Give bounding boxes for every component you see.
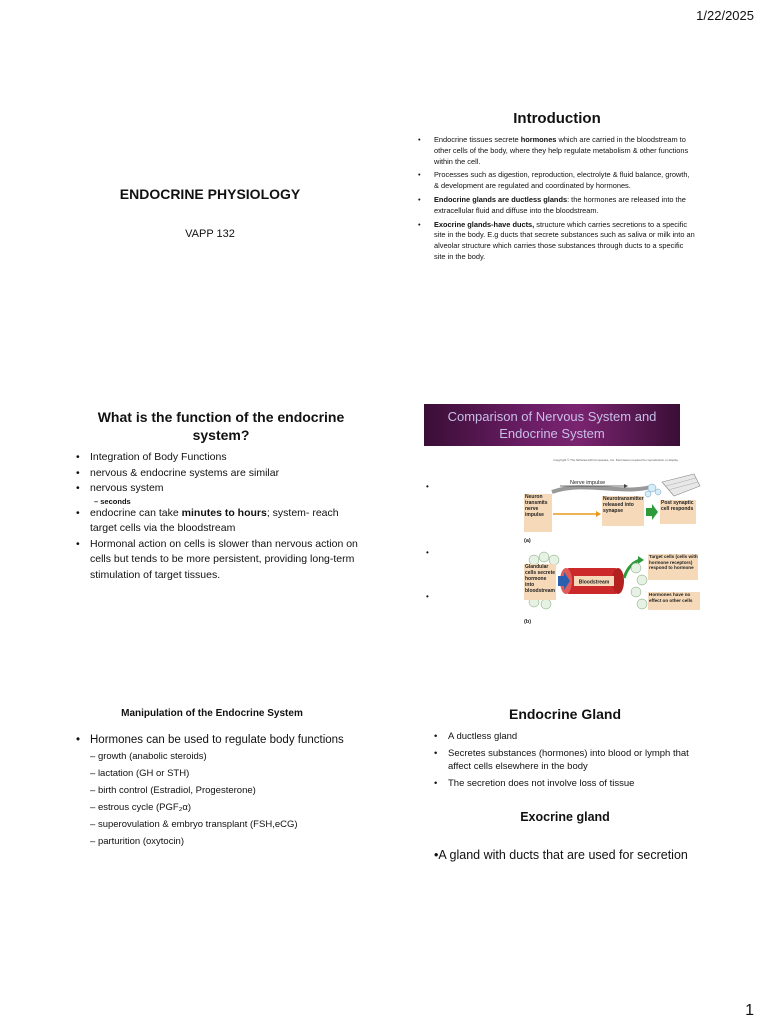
slide-3-bullets bbox=[76, 450, 366, 497]
list-item: – estrous cycle (PGF₂α) bbox=[90, 802, 192, 813]
synapse-vesicle bbox=[648, 484, 656, 492]
glandular-box-label: Glandular cells secrete hormone into bloodstream bbox=[525, 564, 556, 594]
list-item: • The secretion does not involve loss of tissue bbox=[434, 777, 696, 790]
bullet-dot: • bbox=[426, 482, 429, 491]
postsynaptic-box-label: Post synaptic cell responds bbox=[661, 500, 694, 512]
target-cell bbox=[631, 563, 641, 573]
slide-1-title bbox=[60, 180, 360, 240]
list-item: • endocrine can take minutes to hours; system- reach target cells via the bloodstream bbox=[76, 506, 366, 537]
list-item: – seconds bbox=[94, 496, 131, 506]
arrow-head bbox=[596, 511, 601, 517]
neuron-box-label: Neuron transmits nerve impulse bbox=[525, 494, 548, 518]
target-cell bbox=[637, 599, 647, 609]
arrow-head bbox=[624, 484, 628, 488]
neurotransmitter-box-label: Neurotransmitter released into synapse bbox=[603, 496, 644, 514]
slide-3-function bbox=[76, 408, 366, 583]
bullet-dot: • bbox=[426, 592, 429, 601]
bullet-dot: • bbox=[426, 548, 429, 557]
axon-shape bbox=[552, 486, 654, 492]
figure-copyright: Copyright © The McGraw-Hill Companies, Inc. Permission required for reproduction or display. bbox=[553, 458, 679, 462]
list-item: • Secretes substances (hormones) into blood or lymph that affect cells elsewhere in the body bbox=[434, 747, 696, 773]
list-item: – superovulation & embryo transplant (FSH,eCG) bbox=[90, 819, 298, 830]
nervous-vs-endocrine-diagram bbox=[524, 456, 706, 628]
target-cell bbox=[631, 587, 641, 597]
list-item: – growth (anabolic steroids) bbox=[90, 751, 207, 762]
slide-2-heading: Introduction bbox=[513, 110, 601, 127]
no-effect-box-label: Hormones have no effect on other cells bbox=[649, 592, 693, 603]
list-item: • nervous system bbox=[76, 481, 366, 497]
bloodstream-label: Bloodstream bbox=[578, 579, 610, 586]
target-cells-box-label: Target cells (cells with hormone receptors) respond to hormone bbox=[649, 554, 698, 571]
list-item: • Hormonal action on cells is slower than nervous action on cells but tends to be more persistent, providing long-term stimulation of target tissues. bbox=[76, 537, 366, 584]
green-arrow bbox=[646, 504, 658, 520]
slide-2-bullets bbox=[418, 135, 696, 263]
slide-4-heading: Comparison of Nervous System and Endocrine System bbox=[424, 404, 680, 446]
synapse-vesicle bbox=[655, 489, 661, 495]
slide-5-manipulation bbox=[76, 708, 348, 850]
slide-3-heading: What is the function of the endocrine system? bbox=[97, 409, 345, 443]
list-item: • Exocrine glands-have ducts, structure which carries secretions to a specific site in the body. E.g ducts that secrete substances such as saliva or milk into an alveolar structure which carries those substances through ducts to a specific site in the body. bbox=[418, 220, 696, 263]
slide-6-exocrine-text: •A gland with ducts that are used for secretion bbox=[434, 848, 688, 862]
list-item: – lactation (GH or STH) bbox=[90, 768, 190, 779]
list-item: • A ductless gland bbox=[434, 730, 696, 743]
slide-2-introduction bbox=[418, 110, 696, 266]
arrow-head bbox=[638, 556, 644, 564]
page-date: 1/22/2025 bbox=[696, 8, 754, 23]
synapse-vesicle bbox=[645, 491, 651, 497]
slide-4-comparison bbox=[424, 404, 706, 624]
gland-cell bbox=[539, 552, 549, 562]
page-number: 1 bbox=[745, 1002, 754, 1019]
list-item: • Integration of Body Functions bbox=[76, 450, 366, 466]
list-item: – birth control (Estradiol, Progesterone) bbox=[90, 785, 256, 796]
list-item: • nervous & endocrine systems are similar bbox=[76, 466, 366, 482]
list-item: • Processes such as digestion, reproduction, electrolyte & fluid balance, growth, & development are regulated and coordinated by hormones. bbox=[418, 170, 696, 192]
target-cell bbox=[637, 575, 647, 585]
gland-cell bbox=[541, 599, 551, 609]
nerve-impulse-label: Nerve impulse bbox=[570, 480, 606, 486]
slide-3-sub-bullets bbox=[76, 497, 366, 506]
slide-6-heading: Endocrine Gland bbox=[508, 706, 621, 722]
slide-1-course-code: VAPP 132 bbox=[185, 228, 235, 240]
figure-a-label: (a) bbox=[524, 538, 531, 544]
muscle-cell-shape bbox=[662, 474, 700, 496]
slide-3-bullets-cont bbox=[76, 506, 366, 584]
slide-6-bullets bbox=[434, 730, 696, 790]
list-item: – parturition (oxytocin) bbox=[90, 836, 184, 847]
figure-b-label: (b) bbox=[524, 619, 532, 625]
slide-1-heading: ENDOCRINE PHYSIOLOGY bbox=[119, 186, 301, 202]
slide-5-sub-bullets bbox=[76, 748, 348, 850]
list-item: • Endocrine tissues secrete hormones which are carried in the bloodstream to other cells of the body, where they help regulate metabolism & other functions within the cell. bbox=[418, 135, 696, 167]
slide-5-heading: Manipulation of the Endocrine System bbox=[121, 708, 303, 719]
slide-6-subheading: Exocrine gland bbox=[520, 810, 610, 824]
list-item: • Endocrine glands are ductless glands: the hormones are released into the extracellular fluid and diffuse into the bloodstream. bbox=[418, 195, 696, 217]
slide-5-bullets bbox=[76, 733, 348, 748]
list-item: • Hormones can be used to regulate body functions bbox=[76, 733, 348, 748]
slide-6-glands bbox=[434, 706, 696, 864]
